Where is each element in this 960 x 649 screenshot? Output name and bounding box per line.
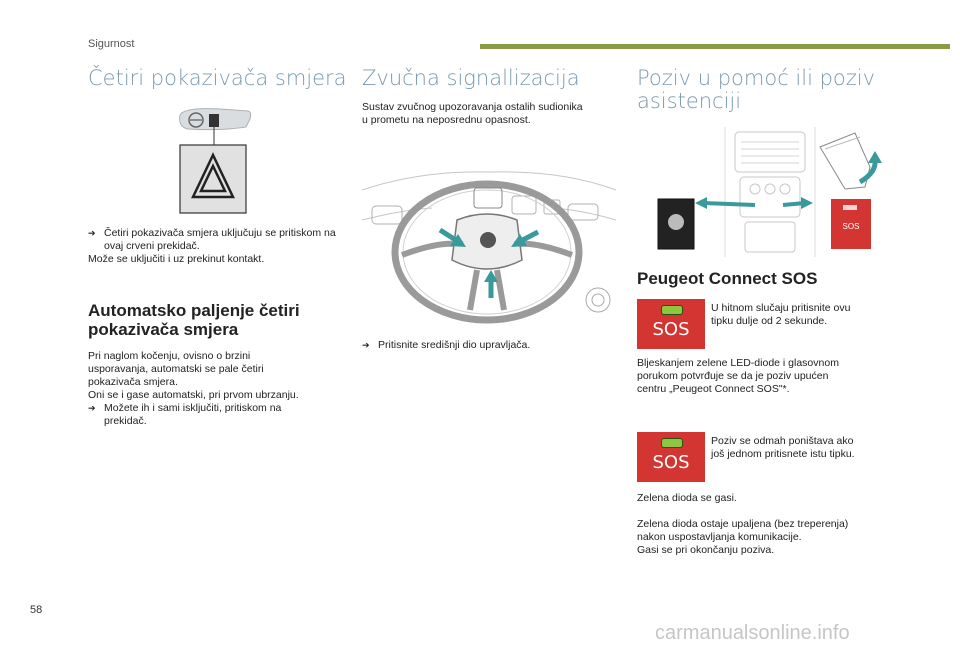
- emergency-call-title-line1: Poziv u pomoć ili poziv: [637, 66, 876, 90]
- sos-confirmation-paragraph: [637, 357, 897, 396]
- horn-intro: [362, 101, 622, 127]
- horn-bullet-text: Pritisnite središnji dio upravljača.: [378, 339, 531, 351]
- sos-illustration-label: SOS: [842, 222, 860, 231]
- emergency-call-title-line2: asistenciji: [637, 89, 742, 113]
- sos-confirm-line: centru „Peugeot Connect SOS"*.: [637, 383, 790, 395]
- sos-cancel-line1: Poziv se odmah poništava ako: [711, 435, 854, 447]
- watermark: carmanualsonline.info: [655, 622, 850, 644]
- auto-hazard-subtitle-line1: Automatsko paljenje četiri: [88, 301, 300, 320]
- sos-button-label: SOS: [652, 452, 690, 473]
- sos-confirm-line: porukom potvrđuje se da je poziv upućen: [637, 370, 829, 382]
- pointer-arrow-right-icon: [783, 197, 813, 209]
- sos-button-label: SOS: [652, 319, 690, 340]
- section-label: Sigurnost: [88, 38, 135, 50]
- led-steady-line: Gasi se pri okončanju poziva.: [637, 544, 775, 556]
- auto-hazard-line: usporavanja, automatski se pale četiri: [88, 363, 264, 375]
- led-steady-line: Zelena dioda ostaje upaljena (bez treperenja): [637, 518, 849, 530]
- auto-hazard-paragraph: [88, 350, 348, 428]
- page-number: 58: [30, 604, 43, 616]
- hazard-lights-title: Četiri pokazivača smjera: [88, 66, 347, 90]
- steering-wheel-illustration: [362, 160, 616, 328]
- sos-button-illustration: [831, 199, 871, 249]
- horn-instruction: [362, 339, 622, 352]
- sos-led-indicator: [661, 305, 683, 315]
- sos-button-cancel: [637, 432, 705, 482]
- bullet-arrow-icon: ➔: [88, 403, 96, 413]
- sos-console-illustration: [655, 127, 890, 257]
- hazard-switch-illustration: [160, 103, 290, 218]
- led-steady-paragraph: [637, 518, 907, 557]
- emergency-call-title: [637, 67, 937, 113]
- auto-hazard-subtitle-line2: pokazivača smjera: [88, 320, 239, 339]
- horn-intro-line1: Sustav zvučnog upozoravanja ostalih sudionika: [362, 101, 583, 113]
- led-steady-line: nakon uspostavljanja komunikacije.: [637, 531, 802, 543]
- led-off-note: Zelena dioda se gasi.: [637, 492, 737, 504]
- auto-hazard-subtitle: [88, 301, 348, 339]
- sos-press-line2: tipku dulje od 2 sekunde.: [711, 315, 828, 327]
- hazard-note: Može se uključiti i uz prekinut kontakt.: [88, 253, 265, 265]
- peugeot-connect-sos-subtitle: Peugeot Connect SOS: [637, 269, 818, 288]
- bullet-arrow-icon: ➔: [362, 340, 370, 350]
- assistance-lion-icon: [668, 214, 684, 230]
- sos-confirm-line: Bljeskanjem zelene LED-diode i glasovnom: [637, 357, 839, 369]
- horn-title: Zvučna signallizacija: [362, 66, 580, 90]
- bullet-arrow-icon: ➔: [88, 228, 96, 238]
- sos-cancel-instruction: [711, 435, 891, 461]
- hazard-instruction: [88, 227, 338, 266]
- peugeot-lion-icon: [480, 232, 496, 248]
- hazard-bullet-text: Četiri pokazivača smjera uključuju se pritiskom na ovaj crveni prekidač.: [104, 227, 336, 252]
- auto-hazard-bullet: Možete ih i sami isključiti, pritiskom na prekidač.: [104, 402, 282, 427]
- horn-intro-line2: u prometu na neposrednu opasnost.: [362, 114, 531, 126]
- sos-press-line1: U hitnom slučaju pritisnite ovu: [711, 302, 851, 314]
- auto-hazard-line: Oni se i gase automatski, pri prvom ubrzanju.: [88, 389, 299, 401]
- header-accent-bar: [480, 44, 950, 49]
- sos-press-instruction: [711, 302, 891, 328]
- auto-hazard-line: pokazivača smjera.: [88, 376, 178, 388]
- auto-hazard-line: Pri naglom kočenju, ovisno o brzini: [88, 350, 251, 362]
- sos-led-indicator: [661, 438, 683, 448]
- sos-button: [637, 299, 705, 349]
- sos-cancel-line2: još jednom pritisnete istu tipku.: [711, 448, 855, 460]
